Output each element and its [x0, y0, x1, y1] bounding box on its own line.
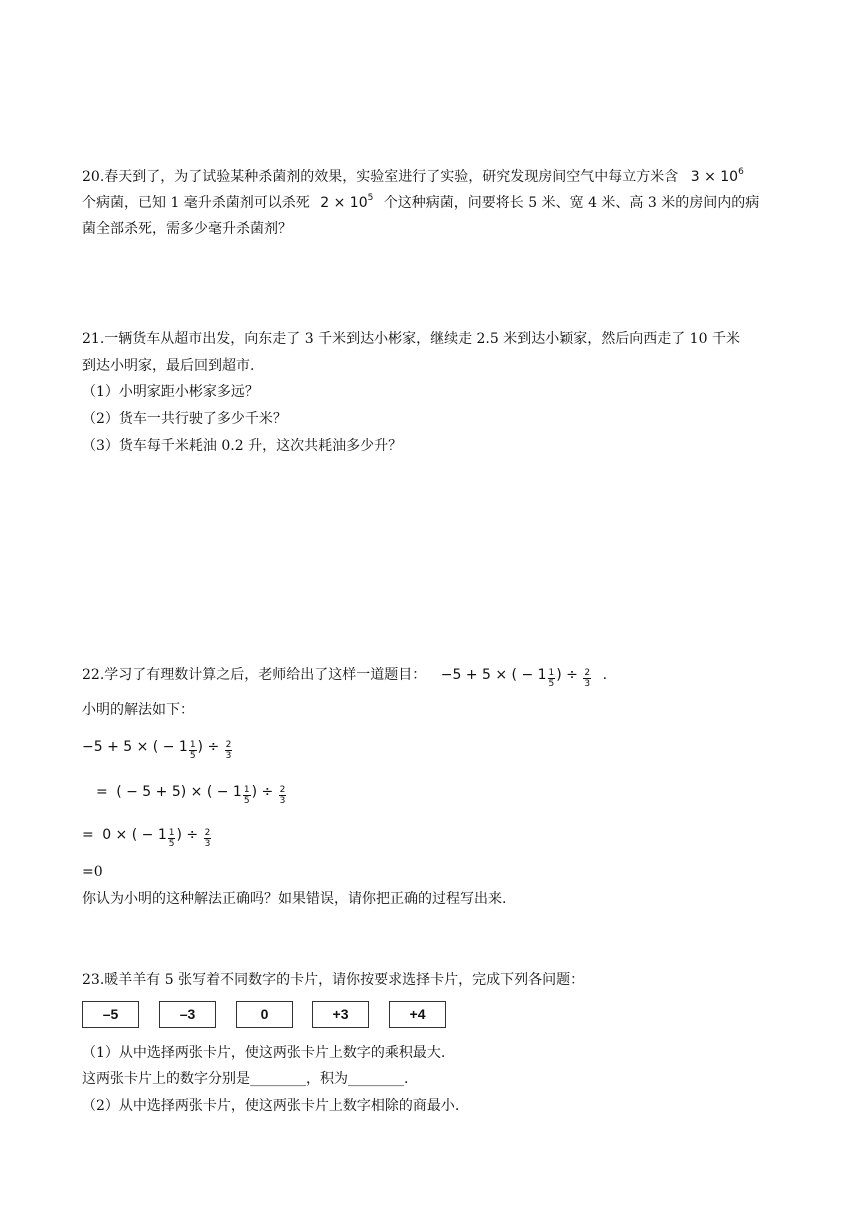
q22-solution-intro: 小明的解法如下：	[82, 702, 194, 718]
card: +4	[389, 1001, 446, 1028]
q21-sub-2: （2）货车一共行驶了多少千米？	[82, 411, 287, 427]
q22-question: 你认为小明的这种解法正确吗？如果错误，请你把正确的过程写出来.	[82, 891, 507, 907]
q20-line-2	[82, 193, 759, 213]
q20-math-1: $3 \times 10^6$	[690, 167, 744, 185]
q20-text: 个这种病菌，问要将长 5 米、宽 4 米、高 3 米的房间内的病	[383, 195, 760, 211]
q22-intro: 22.学习了有理数计算之后，老师给出了这样一道题目：	[82, 667, 427, 683]
q23-sub-2: （2）从中选择两张卡片，使这两张卡片上数字相除的商最小.	[82, 1098, 460, 1114]
q22-step-3: = 0 × ( − 1 $\frac{1}{5}$ ) ÷ $\frac{2}{3}$	[82, 827, 211, 849]
card: –5	[82, 1001, 139, 1028]
q21-sub-3: （3）货车每千米耗油 0.2 升，这次共耗油多少升？	[82, 438, 403, 454]
q21-line-1: 21.一辆货车从超市出发，向东走了 3 千米到达小彬家，继续走 2.5 米到达小颖家，然后向西走了 10 千米	[82, 331, 740, 347]
q23-sub-1-answer: 这两张卡片上的数字分别是________，积为________.	[82, 1071, 409, 1087]
q22-step-2: = ( − 5 + 5) × ( − 1 $\frac{1}{5}$ ) ÷ $\frac{2}{3}$	[96, 784, 286, 806]
card: –3	[159, 1001, 216, 1028]
card: +3	[312, 1001, 369, 1028]
q22-intro-line	[82, 665, 607, 689]
q20-line-1	[82, 167, 744, 187]
q20-text: 20.春天到了，为了试验某种杀菌剂的效果，实验室进行了实验，研究发现房间空气中每立方米含	[82, 169, 679, 185]
q22-period: .	[602, 667, 608, 683]
q23-intro: 23.暖羊羊有 5 张写着不同数字的卡片，请你按要求选择卡片，完成下列各问题：	[82, 972, 585, 988]
q20-line-3: 菌全部杀死，需多少毫升杀菌剂？	[82, 221, 292, 237]
q21-line-2: 到达小明家，最后回到超市.	[82, 358, 255, 374]
q22-result: =0	[82, 864, 103, 880]
q20-math-2: $2 \times 10^5$	[320, 193, 374, 211]
q21-sub-1: （1）小明家距小彬家多远？	[82, 384, 259, 400]
q20-text: 个病菌，已知 1 毫升杀菌剂可以杀死	[82, 195, 310, 211]
q22-step-1: −5 + 5 × ( − 1 $\frac{1}{5}$ ) ÷ $\frac{2}{3}$	[82, 739, 232, 761]
card: 0	[236, 1001, 293, 1028]
q22-expression: −5 + 5 × ( − 1 $\frac{1}{5}$ ) ÷ $\frac{2}{3}$	[440, 667, 591, 689]
q23-sub-1: （1）从中选择两张卡片，使这两张卡片上数字的乘积最大.	[82, 1045, 446, 1061]
